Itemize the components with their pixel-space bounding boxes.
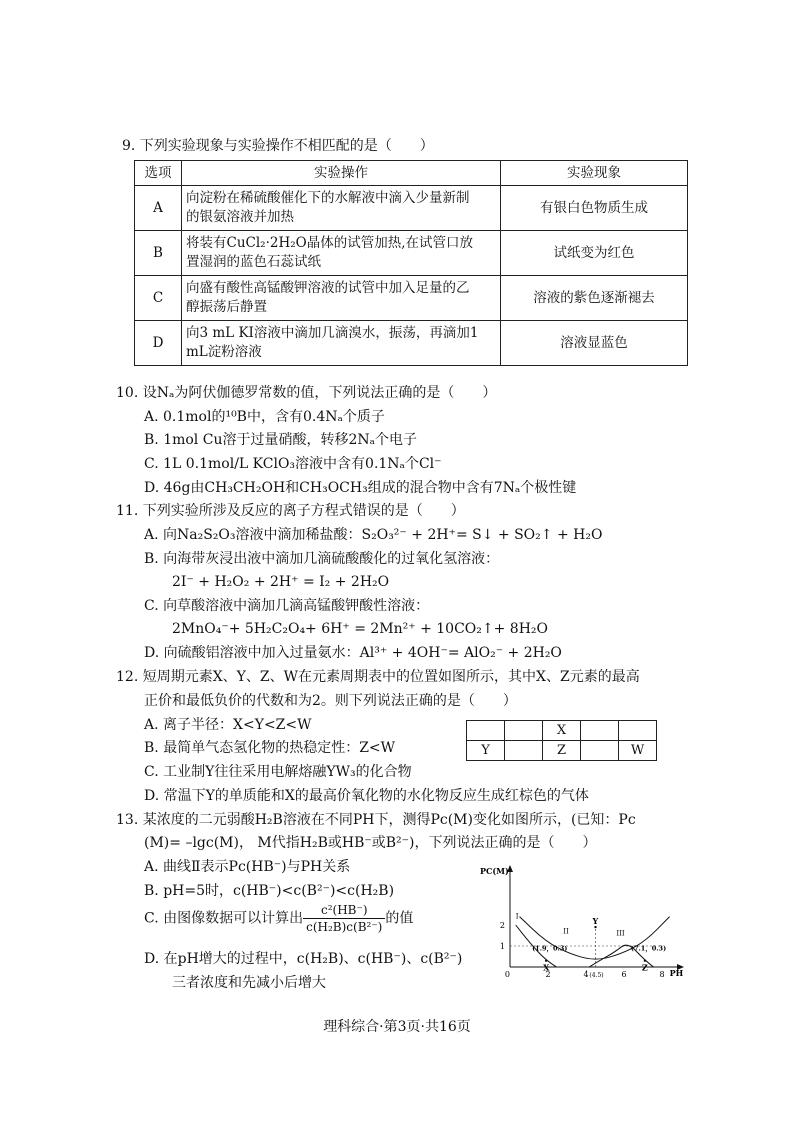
q12-option-a: A. 离子半径：X<Y<Z<W bbox=[144, 717, 312, 733]
q10-option-a: A. 0.1mol的¹⁰B中，含有0.4Nₐ个质子 bbox=[144, 409, 385, 425]
data-point bbox=[594, 926, 596, 928]
table-row bbox=[135, 186, 688, 231]
q11-option-b: B. 向海带灰浸出液中滴加几滴硫酸酸化的过氧化氢溶液： bbox=[144, 551, 500, 567]
series-label: I bbox=[515, 912, 519, 921]
q13-option-a: A. 曲线Ⅱ表示Pc(HB⁻)与PH关系 bbox=[144, 859, 351, 875]
q13-option-c-suffix: 的值 bbox=[385, 910, 414, 927]
x-tick-label: 0 bbox=[504, 970, 510, 979]
element-z: Z bbox=[543, 741, 581, 761]
q12-option-b: B. 最简单气态氢化物的热稳定性：Z<W bbox=[144, 740, 396, 756]
q10-option-d: D. 46g由CH₃CH₂OH和CH₃OCH₃组成的混合物中含有7Nₐ个极性键 bbox=[144, 480, 577, 496]
q12-option-d: D. 常温下Y的单质能和X的最高价氧化物的水化物反应生成红棕色的气体 bbox=[144, 788, 589, 804]
table-row bbox=[135, 321, 688, 366]
q10-option-b: B. 1mol Cu溶于过量硝酸，转移2Nₐ个电子 bbox=[144, 432, 418, 448]
point-annotation: (7.1，0.3) bbox=[630, 944, 667, 953]
data-point bbox=[545, 960, 547, 962]
row-phenomenon: 溶液的紫色逐渐褪去 bbox=[501, 276, 688, 321]
row-operation: 向盛有酸性高锰酸钾溶液的试管中加入足量的乙 醇振荡后静置 bbox=[182, 276, 501, 321]
row-operation: 向淀粉在稀硫酸催化下的水解液中滴入少量新制 的银氨溶液并加热 bbox=[182, 186, 501, 231]
q13-option-c bbox=[144, 902, 413, 935]
q11-option-c: C. 向草酸溶液中滴加几滴高锰酸钾酸性溶液： bbox=[144, 598, 430, 614]
point-label: Y bbox=[592, 916, 599, 927]
data-point bbox=[644, 960, 646, 962]
q13-stem-line2: (M)= –lgc(M)， M代指H₂B或HB⁻或B²⁻)，下列说法正确的是（ ） bbox=[144, 835, 597, 851]
x-tick-label: 8 bbox=[659, 970, 665, 979]
q13-stem-line1: 13. 某浓度的二元弱酸H₂B溶液在不同PH下，测得Pc(M)变化如图所示，(已知：Pc bbox=[116, 812, 636, 828]
q11-stem: 11. 下列实验所涉及反应的离子方程式错误的是（ ） bbox=[116, 503, 465, 519]
q10-stem: 10. 设Nₐ为阿伏伽德罗常数的值，下列说法正确的是（ ） bbox=[116, 385, 497, 401]
periodic-table-grid bbox=[466, 720, 657, 761]
table-row bbox=[135, 276, 688, 321]
x-tick-label: 6 bbox=[621, 970, 627, 979]
element-w: W bbox=[619, 741, 657, 761]
series-label: III bbox=[616, 929, 625, 938]
row-option: C bbox=[135, 276, 182, 321]
row-option: B bbox=[135, 231, 182, 276]
fraction-denominator: c(H₂B)c(B²⁻) bbox=[306, 920, 383, 934]
row-phenomenon: 有银白色物质生成 bbox=[501, 186, 688, 231]
pc-ph-chart bbox=[476, 862, 696, 982]
element-x: X bbox=[543, 721, 581, 741]
point-annotation: (1.9，0.3) bbox=[532, 944, 568, 953]
q12-option-c: C. 工业制Y往往采用电解熔融YW₃的化合物 bbox=[144, 764, 412, 780]
q11-option-c-equation: 2MnO₄⁻+ 5H₂C₂O₄+ 6H⁺ = 2Mn²⁺ + 10CO₂↑+ 8H₂O bbox=[172, 621, 549, 637]
q12-stem-line1: 12. 短周期元素X、Y、Z、W在元素周期表中的位置如图所示，其中X、Z元素的最高 bbox=[116, 669, 640, 685]
series-label: II bbox=[563, 927, 569, 936]
q9-table bbox=[134, 160, 688, 366]
header-option: 选项 bbox=[135, 161, 182, 186]
y-axis-label: PC(M) bbox=[480, 866, 509, 876]
fraction-numerator: c²(HB⁻) bbox=[303, 902, 385, 919]
table-row bbox=[135, 231, 688, 276]
header-phenomenon: 实验现象 bbox=[501, 161, 688, 186]
q12-stem-line2: 正价和最低负价的代数和为2。则下列说法正确的是（ ） bbox=[144, 693, 517, 709]
y-tick-label: 2 bbox=[499, 921, 505, 930]
q11-option-a: A. 向Na₂S₂O₃溶液中滴加稀盐酸：S₂O₃²⁻ + 2H⁺= S↓ + SO₂↑ + H₂O bbox=[144, 527, 603, 543]
row-operation: 向3 mL KI溶液中滴加几滴溴水，振荡，再滴加1 mL淀粉溶液 bbox=[182, 321, 501, 366]
row-phenomenon: 溶液显蓝色 bbox=[501, 321, 688, 366]
point-label: X bbox=[543, 962, 550, 973]
grid-row-1 bbox=[467, 721, 657, 741]
q10-option-c: C. 1L 0.1mol/L KClO₃溶液中含有0.1Nₐ个Cl⁻ bbox=[144, 456, 442, 472]
q9-table-header bbox=[135, 161, 688, 186]
row-operation: 将装有CuCl₂·2H₂O晶体的试管加热,在试管口放 置湿润的蓝色石蕊试纸 bbox=[182, 231, 501, 276]
point-label: Z bbox=[641, 962, 648, 973]
x-tick-label: (4.5) bbox=[589, 972, 604, 979]
q13-option-d-line2: 三者浓度和先减小后增大 bbox=[172, 975, 326, 991]
page-footer: 理科综合·第3页·共16页 bbox=[323, 1019, 471, 1035]
row-option: A bbox=[135, 186, 182, 231]
x-tick-label: 4 bbox=[583, 970, 589, 979]
row-option: D bbox=[135, 321, 182, 366]
fraction bbox=[303, 902, 385, 935]
q13-option-c-prefix: C. 由图像数据可以计算出 bbox=[144, 910, 304, 927]
grid-row-2 bbox=[467, 741, 657, 761]
x-axis-label: PH bbox=[669, 968, 684, 978]
element-y: Y bbox=[467, 741, 505, 761]
row-phenomenon: 试纸变为红色 bbox=[501, 231, 688, 276]
q9-stem: 9. 下列实验现象与实验操作不相匹配的是（ ） bbox=[122, 138, 434, 154]
q13-option-b: B. pH=5时，c(HB⁻)<c(B²⁻)<c(H₂B) bbox=[144, 883, 395, 899]
q11-option-d: D. 向硫酸铝溶液中加入过量氨水：Al³⁺ + 4OH⁻= AlO₂⁻ + 2H₂O bbox=[144, 645, 562, 661]
header-operation: 实验操作 bbox=[182, 161, 501, 186]
q13-option-d-line1: D. 在pH增大的过程中，c(H₂B)、c(HB⁻)、c(B²⁻) bbox=[144, 951, 463, 967]
x-tick-label: 2 bbox=[545, 970, 551, 979]
y-tick-label: 1 bbox=[499, 942, 505, 951]
q11-option-b-equation: 2I⁻ + H₂O₂ + 2H⁺ = I₂ + 2H₂O bbox=[172, 574, 390, 590]
